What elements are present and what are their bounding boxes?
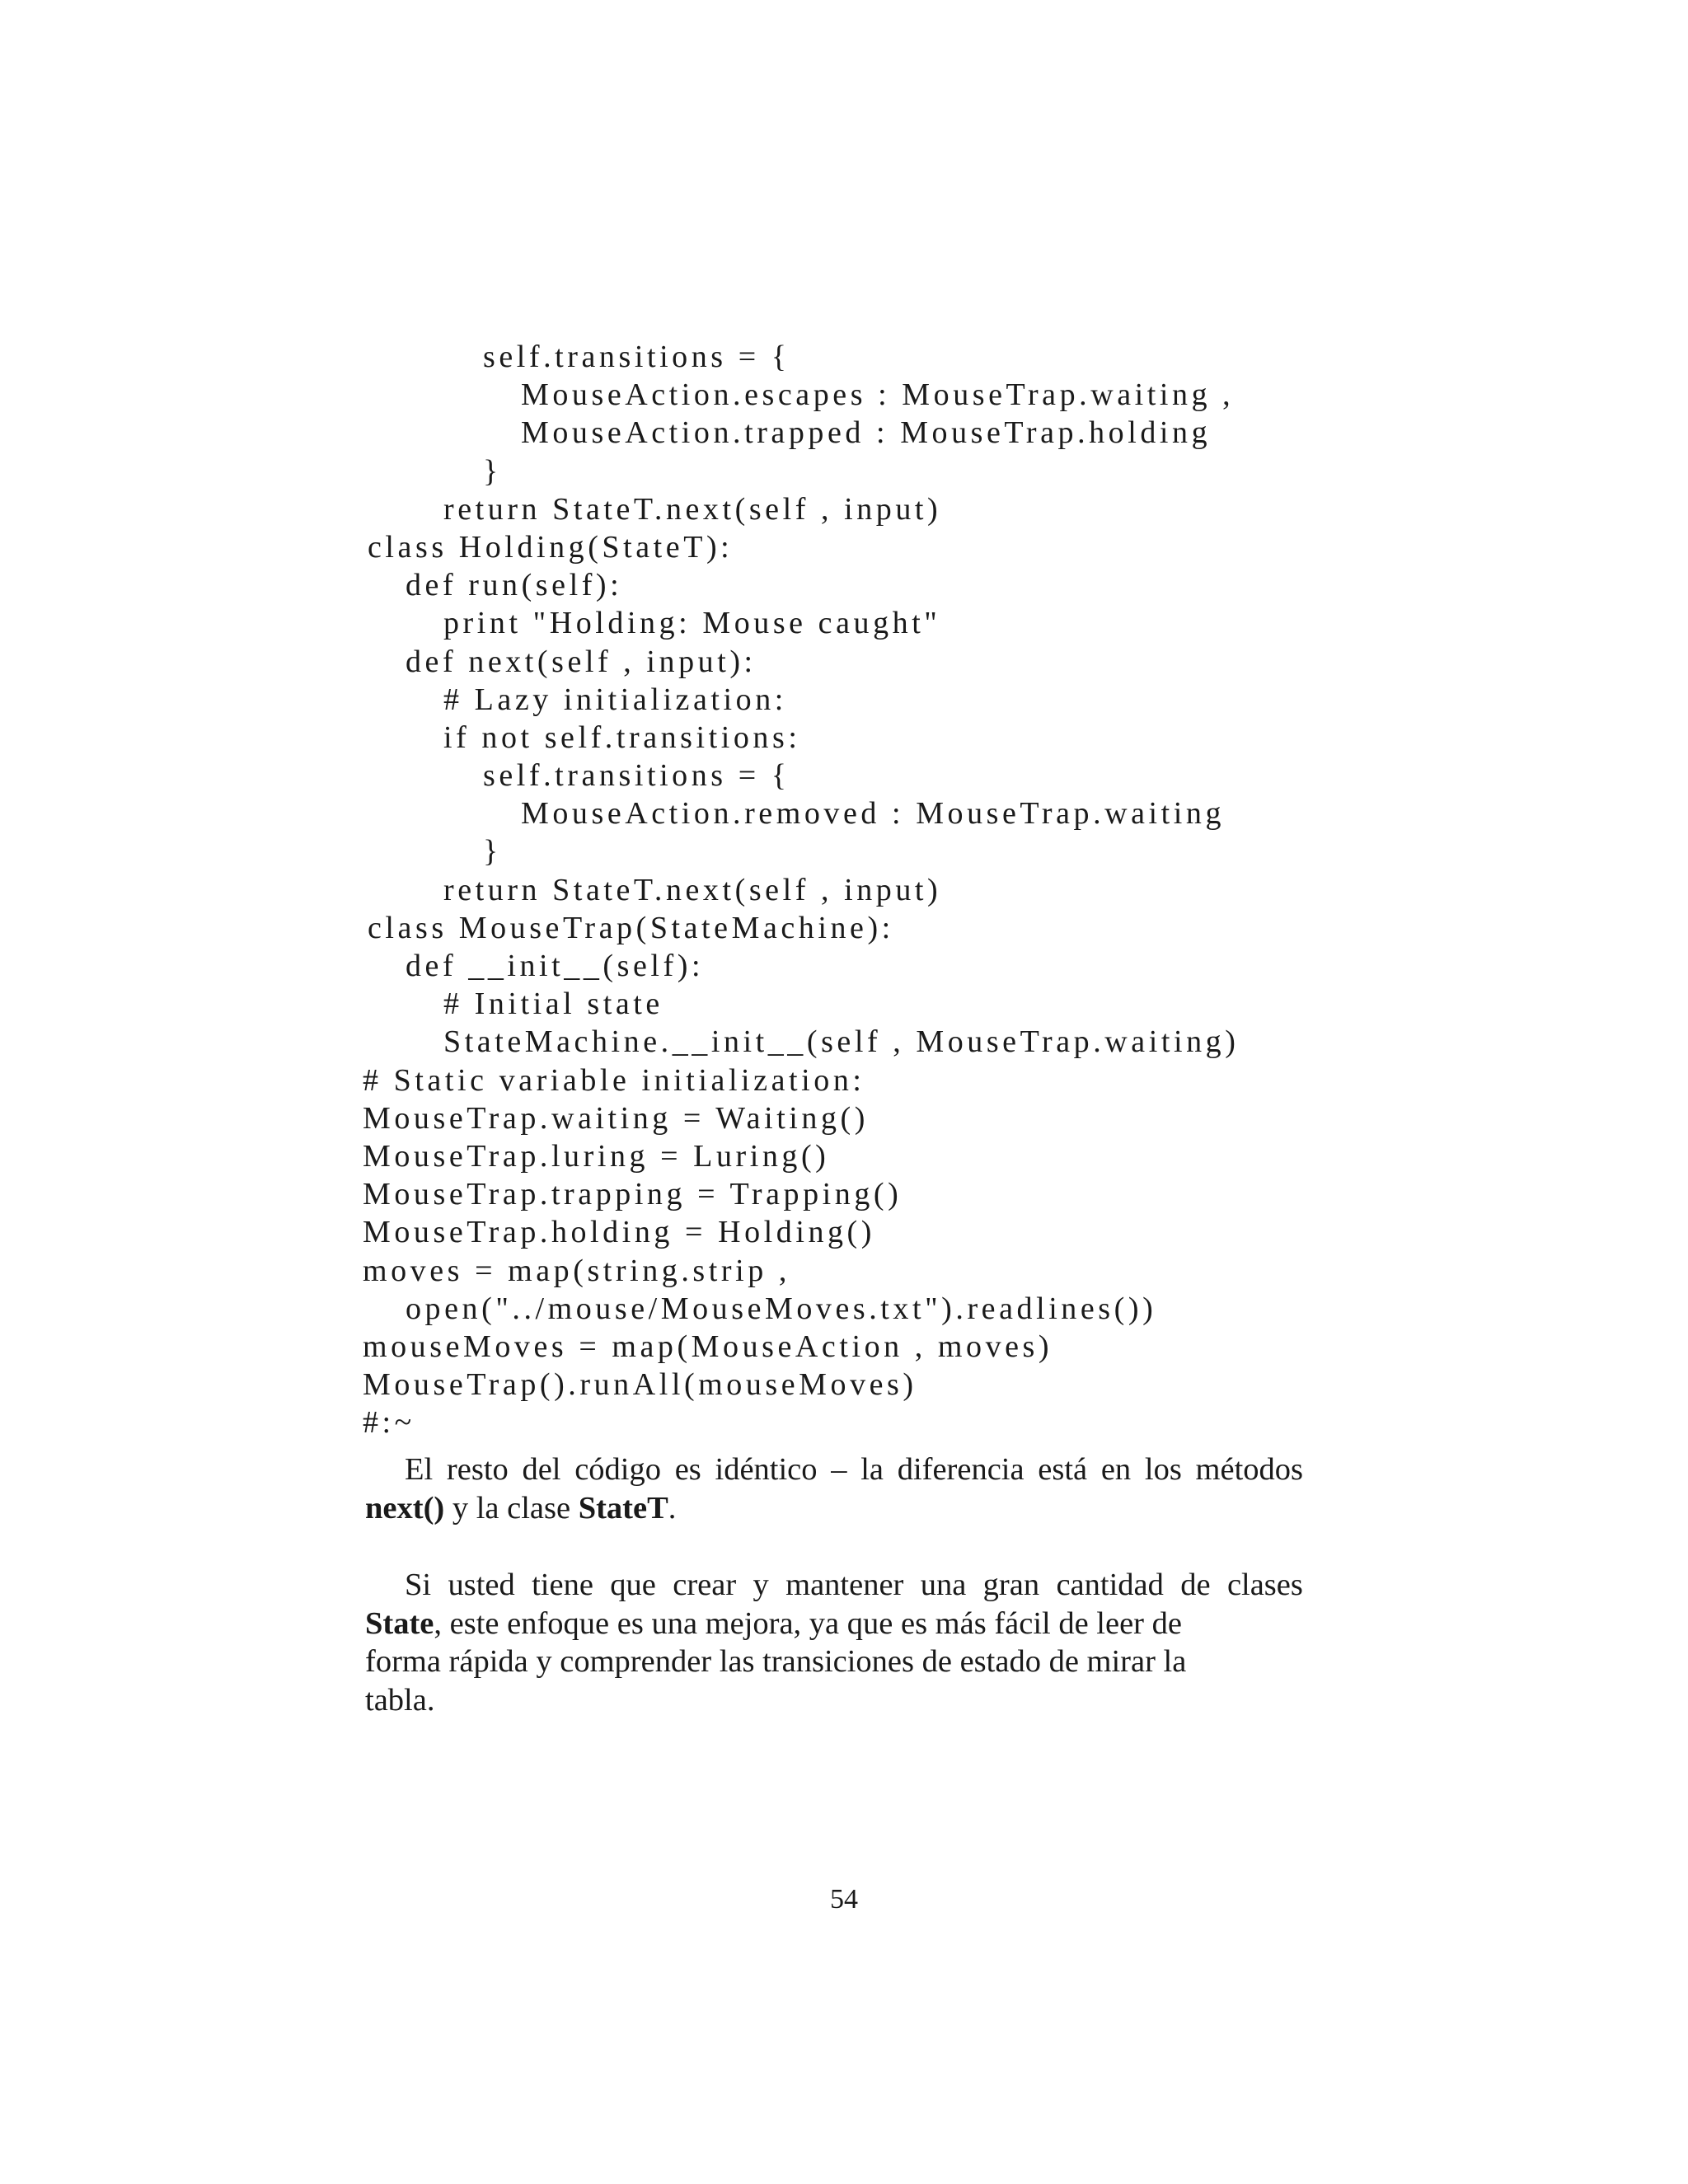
word: en	[1100, 1452, 1132, 1487]
code-line: }	[483, 453, 502, 489]
text-run	[405, 1451, 1303, 1489]
word: gran	[982, 1568, 1040, 1602]
text-run: , este enfoque es una mejora, ya que es más fácil de leer de	[434, 1605, 1182, 1641]
text-run: forma rápida y comprender las transiciones de estado de mirar la	[365, 1644, 1187, 1679]
paragraph-line	[365, 1681, 1303, 1720]
paragraph-line	[365, 1643, 1303, 1681]
code-line: self.transitions = {	[483, 340, 790, 374]
code-line: open("../mouse/MouseMoves.txt").readlines())	[406, 1291, 1157, 1326]
word: de	[1180, 1568, 1211, 1602]
inline-code-next: next()	[365, 1490, 445, 1526]
inline-code-statet: StateT	[578, 1490, 668, 1526]
code-line: mouseMoves = map(MouseAction , moves)	[363, 1329, 1053, 1364]
word: cantidad	[1056, 1568, 1164, 1602]
code-line: MouseTrap.luring = Luring()	[363, 1138, 830, 1174]
word: idéntico	[715, 1452, 818, 1487]
code-line: }	[483, 834, 502, 869]
word: los	[1144, 1452, 1182, 1487]
code-line: class MouseTrap(StateMachine):	[368, 910, 894, 945]
paragraph-line	[365, 1451, 1303, 1489]
code-line: MouseTrap.waiting = Waiting()	[363, 1100, 869, 1136]
paragraph-code-difference	[365, 1451, 1303, 1527]
word: métodos	[1195, 1452, 1303, 1487]
code-line: #:~	[363, 1405, 415, 1441]
code-line: MouseTrap.trapping = Trapping()	[363, 1177, 903, 1212]
code-line: moves = map(string.strip ,	[363, 1253, 790, 1288]
word: Si	[405, 1568, 432, 1602]
paragraph-line	[365, 1605, 1303, 1643]
text-run: y la clase	[444, 1490, 579, 1526]
paragraph-line	[365, 1489, 1303, 1528]
inline-code-state: State	[365, 1605, 434, 1641]
word: resto	[446, 1452, 509, 1487]
paragraph-line	[365, 1566, 1303, 1605]
word: –	[831, 1452, 847, 1487]
code-listing	[363, 338, 1357, 1441]
word: diferencia	[897, 1452, 1025, 1487]
word: El	[405, 1452, 434, 1487]
code-line: print "Holding: Mouse caught"	[443, 606, 941, 641]
code-line: MouseAction.escapes : MouseTrap.waiting ,	[521, 377, 1235, 413]
code-line: MouseAction.removed : MouseTrap.waiting	[521, 796, 1226, 832]
code-line: def next(self , input):	[406, 644, 757, 679]
word: está	[1038, 1452, 1088, 1487]
code-line: # Lazy initialization:	[443, 682, 787, 717]
code-line: MouseTrap().runAll(mouseMoves)	[363, 1367, 917, 1403]
text-run: .	[668, 1490, 677, 1526]
code-line: MouseAction.trapped : MouseTrap.holding	[521, 415, 1212, 451]
word: es	[674, 1452, 701, 1487]
word: mantener	[785, 1568, 904, 1602]
code-line: return StateT.next(self , input)	[443, 872, 942, 907]
code-line: StateMachine.__init__(self , MouseTrap.waiting)	[443, 1024, 1240, 1060]
word: usted	[448, 1568, 515, 1602]
word: código	[574, 1452, 662, 1487]
code-line: return StateT.next(self , input)	[443, 491, 942, 527]
text-run	[405, 1566, 1303, 1605]
code-line: self.transitions = {	[483, 758, 790, 794]
word: una	[920, 1568, 967, 1602]
code-line: # Initial state	[443, 987, 663, 1022]
word: del	[522, 1452, 561, 1487]
paragraph-state-classes	[365, 1566, 1303, 1719]
code-line: if not self.transitions:	[443, 719, 801, 755]
word: clases	[1226, 1568, 1303, 1602]
word: crear	[673, 1568, 737, 1602]
word: la	[860, 1452, 884, 1487]
code-line: def run(self):	[406, 568, 623, 603]
word: tiene	[532, 1568, 593, 1602]
code-line: MouseTrap.holding = Holding()	[363, 1215, 875, 1250]
code-line: def __init__(self):	[406, 949, 705, 983]
text-run: tabla.	[365, 1682, 435, 1718]
code-line: class Holding(StateT):	[368, 529, 734, 565]
code-line: # Static variable initialization:	[363, 1062, 865, 1098]
word: que	[610, 1568, 656, 1602]
word: y	[753, 1568, 769, 1602]
page-number: 54	[830, 1884, 858, 1915]
